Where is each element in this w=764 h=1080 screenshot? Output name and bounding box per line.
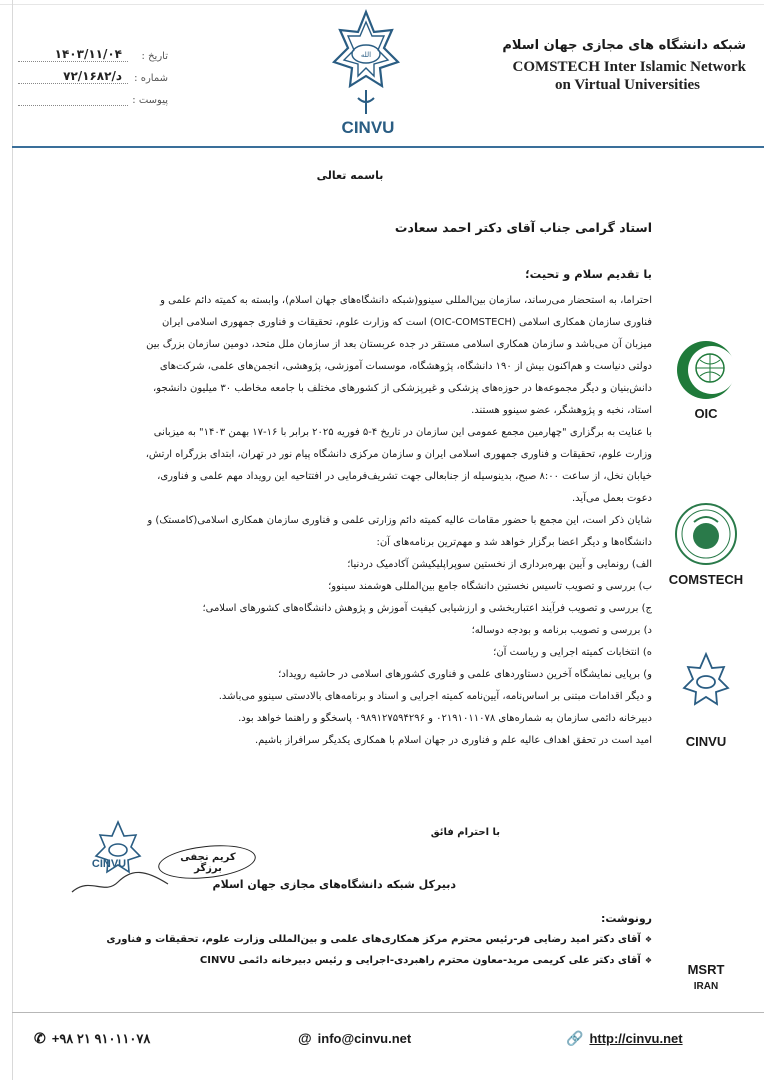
cinvu-logo-icon (676, 650, 736, 730)
cc-block (100, 908, 652, 971)
side-logo-sublabel: IRAN (693, 981, 719, 992)
at-icon: @ (298, 1030, 312, 1046)
footer-email-text[interactable]: info@cinvu.net (317, 1030, 412, 1046)
side-logo-msrt (654, 962, 758, 992)
letter-meta (18, 40, 168, 106)
footer-website-link[interactable]: http://cinvu.net (589, 1031, 683, 1046)
meta-number-value: د/۷۲/۱۶۸۲ (18, 69, 128, 84)
cc-item (100, 950, 652, 971)
footer-phone (34, 1030, 150, 1047)
side-logo-label: OIC (694, 406, 718, 421)
phone-icon: ✆ (34, 1030, 46, 1046)
footer-website[interactable] (566, 1030, 683, 1047)
side-logo-label: CINVU (685, 734, 727, 749)
agenda-item: د) بررسی و تصویب برنامه و بودجه دوساله؛ (471, 625, 652, 636)
meta-date-value: ۱۴۰۳/۱۱/۰۴ (18, 47, 128, 62)
body-paragraph: و دیگر اقدامات مبتنی بر اساس‌نامه، آیین‌نامه کمیته اجرایی و اسناد و برنامه‌های بالادستی سینوو می‌باشد. (218, 691, 652, 702)
body-paragraph: امید است در تحقق اهداف عالیه علم و فناوری در جهان اسلام با همکاری یکدیگر سرافراز باشیم. (254, 735, 652, 746)
bullet-diamond-icon: ❖ (644, 935, 652, 944)
cc-item-text: آقای دکتر امید رضایی فر-رئیس محترم مرکز همکاری‌های علمی و بین‌المللی وزارت علوم، تحقیقات و فناوری (106, 934, 641, 945)
meta-number-label: شماره : (134, 73, 168, 84)
meta-attachment-label: پیوست : (132, 95, 168, 106)
footer-phone-text: +۹۸ ۲۱ ۹۱۰۱۱۰۷۸ (51, 1030, 151, 1046)
comstech-logo-icon (672, 500, 740, 568)
bullet-diamond-icon: ❖ (644, 956, 652, 965)
org-name-en-line2: on Virtual Universities (555, 77, 700, 93)
page-left-border (12, 0, 13, 1080)
side-logo-label: COMSTECH (668, 572, 744, 587)
letter-body (140, 290, 652, 752)
bismillah-heading: باسمه تعالی (316, 169, 384, 182)
side-logo-label: MSRT (687, 962, 725, 977)
side-logo-cinvu (654, 650, 758, 749)
cc-item (100, 929, 652, 950)
agenda-item: و) برپایی نمایشگاه آخرین دستاوردهای علمی و فناوری کشورهای اسلامی در حاشیه رویداد؛ (278, 669, 652, 680)
org-name-fa: شبکه دانشگاه های مجازی جهان اسلام (502, 38, 746, 53)
meta-attachment-value (18, 105, 128, 106)
recipient-line: استاد گرامی جناب آقای دکتر احمد سعادت (394, 220, 652, 235)
body-paragraph: با عنایت به برگزاری "چهارمین مجمع عمومی این سازمان در تاریخ ۴-۵ فوریه ۲۰۲۵ برابر با ۱۶-۱۷ بهمن ۱۴۰۳" به میزبانی وزارت علوم، تحقیقات و فناوری جمهوری اسلامی ایران و سازمان مرکزی دانشگاه پیام نور در تهران، ابتدای بزرگراه ارتش، خیابان نخل، از ساعت ۸:۰۰ صبح، بدینوسیله از جنابعالی جهت تشریف‌فرمایی در افتتاحیه این رویداد مهم علمی و فناوری، دعوت بعمل می‌آید. (145, 427, 652, 504)
meta-date-row (18, 40, 168, 62)
body-paragraph: احتراما، به استحضار می‌رساند، سازمان بین‌المللی سینوو(شبکه دانشگاه‌های جهان اسلام)، وابسته به کمیته دائم علمی و فناوری سازمان همکاری اسلامی (OIC-COMSTECH) است که وزارت علوم، تحقیقات و فناوری جمهوری اسلامی ایران میزبان آن می‌باشد و سازمان همکاری اسلامی مستقر در جده عربستان بعد از سازمان ملل متحد، دومین سازمان بزرگ بین دولتی دنیاست و هم‌اکنون بیش از ۱۹۰ دانشگاه، پژوهشگاه، موسسات آموزشی، پژوهشی، انجمن‌های علمی، شرکت‌های دانش‌بنیان و دیگر مجموعه‌ها در حوزه‌های پزشکی و غیرپزشکی از کشورهای مختلف با جامعه مخاطب ۳۰ میلیون دانشجو، استاد، نخبه و پژوهشگر، عضو سینوو هستند. (146, 295, 652, 416)
stamp-caption: CINVU (91, 858, 127, 870)
cc-title: رونوشت: (600, 912, 652, 925)
emblem-inner-text: الله (360, 51, 372, 59)
center-logo-caption: CINVU (341, 118, 395, 137)
agenda-item: ه) انتخابات کمیته اجرایی و ریاست آن؛ (493, 647, 652, 658)
cc-item-text: آقای دکتر علی کریمی مرید-معاون محترم راهبردی-اجرایی و رئیس دبیرخانه دائمی CINVU (199, 955, 641, 966)
agenda-item: ب) بررسی و تصویب تاسیس نخستین دانشگاه جامع بین‌المللی هوشمند سینوو؛ (328, 581, 652, 592)
meta-date-label: تاریخ : (141, 51, 168, 62)
footer-email[interactable] (298, 1030, 411, 1046)
meta-number-row (18, 62, 168, 84)
page-top-border (0, 4, 764, 5)
org-name-en-line1: COMSTECH Inter Islamic Network (512, 59, 746, 75)
signer-title: دبیرکل شبکه دانشگاه‌های مجازی جهان اسلام (212, 878, 456, 891)
body-paragraph: دبیرخانه دائمی سازمان به شماره‌های ۰۲۱۹۱۰۱۱۰۷۸ و ۰۹۸۹۱۲۷۵۹۴۲۹۶ پاسخگو و راهنما خواهد بود. (238, 713, 652, 724)
org-header (478, 38, 746, 94)
body-paragraph: شایان ذکر است، این مجمع با حضور مقامات عالیه کمیته دائم وزارتی علمی و فناوری سازمان همکاری اسلامی(کامستک) و دانشگاه‌ها و دیگر اعضا برگزار خواهد شد و مهم‌ترین برنامه‌های آن: (147, 515, 652, 548)
greeting-line: با تقدیم سلام و تحیت؛ (525, 267, 652, 281)
link-icon: 🔗 (566, 1030, 584, 1046)
header-divider (12, 146, 764, 148)
meta-attachment-row (18, 84, 168, 106)
agenda-item: ج) بررسی و تصویب فرآیند اعتباربخشی و ارزشیابی کیفیت آموزش و پژوهش دانشگاه‌های کشورهای اسلامی؛ (202, 603, 652, 614)
side-logo-oic (654, 338, 758, 421)
agenda-item: الف) رونمایی و آیین بهره‌برداری از نخستین سوپراپلیکیشن آکادمیک دردنیا؛ (347, 559, 652, 570)
closing-line: با احترام فائق (430, 827, 500, 838)
signer-name: کریم نجفی برزگر (180, 852, 236, 874)
side-logo-comstech (654, 500, 758, 587)
footer-divider (12, 1012, 764, 1013)
oic-logo-icon (674, 338, 738, 402)
